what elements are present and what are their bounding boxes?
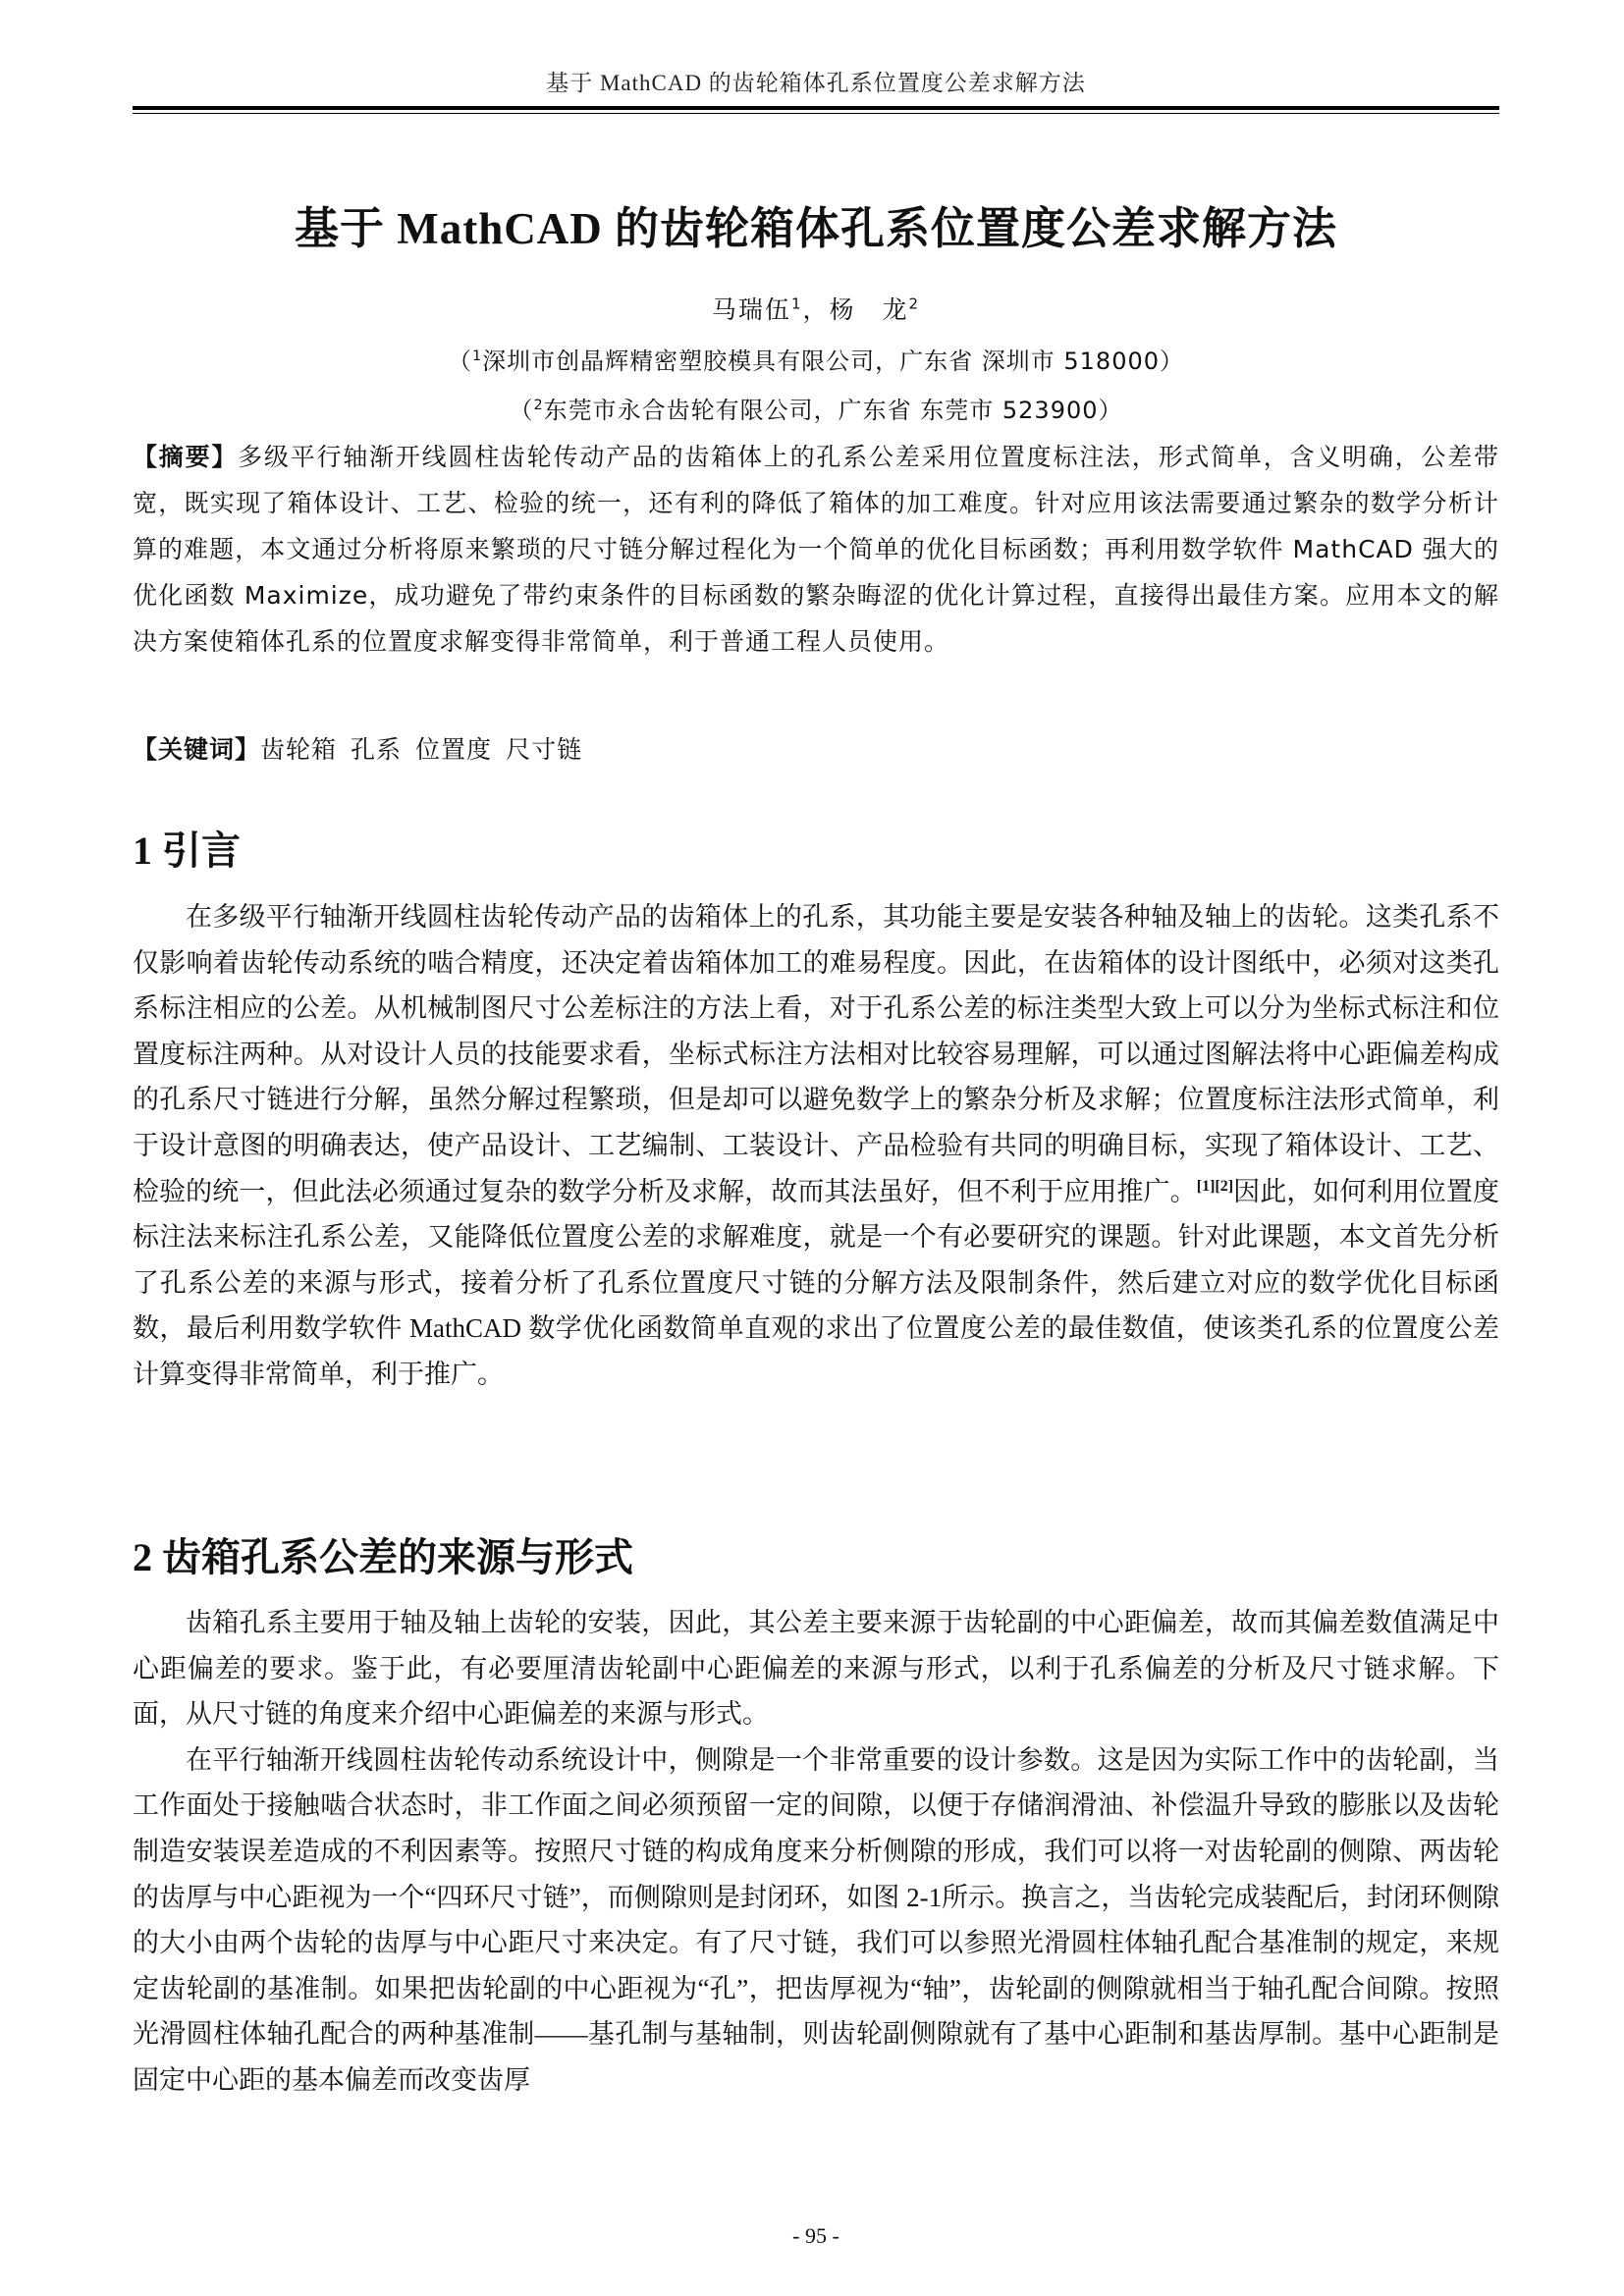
- keyword: 齿轮箱: [260, 735, 338, 764]
- author-line: [133, 291, 1499, 326]
- author-separator: ，: [802, 295, 830, 324]
- page-number: - 95 -: [792, 2223, 839, 2248]
- section-2-heading: 2 齿箱孔系公差的来源与形式: [133, 1535, 633, 1579]
- affiliation-1: [133, 342, 1499, 376]
- paragraph-text: 在多级平行轴渐开线圆柱齿轮传动产品的齿箱体上的孔系，其功能主要是安装各种轴及轴上的齿轮。这类孔系不仅影响着齿轮传动系统的啮合精度，还决定着齿箱体加工的难易程度。因此，在齿箱体的设计图纸中，必须对这类孔系标注相应的公差。从机械制图尺寸公差标注的方法上看，对于孔系公差的标注类型大致上可以分为坐标式标注和位置度标注两种。从对设计人员的技能要求看，坐标式标注方法相对比较容易理解，可以通过图解法将中心距偏差构成的孔系尺寸链进行分解，虽然分解过程繁琐，但是却可以避免数学上的繁杂分析及求解；位置度标注法形式简单，利于设计意图的明确表达，使产品设计、工艺编制、工装设计、产品检验有共同的明确目标，实现了箱体设计、工艺、检验的统一，但此法必须通过复杂的数学分析及求解，故而其法虽好，但不利于应用推广。: [133, 902, 1499, 1206]
- keywords: [133, 726, 1499, 773]
- section-2-paragraph-1: 齿箱孔系主要用于轴及轴上齿轮的安装，因此，其公差主要来源于齿轮副的中心距偏差，故而其偏差数值满足中心距偏差的要求。鉴于此，有必要厘清齿轮副中心距偏差的来源与形式，以利于孔系偏差的分析及尺寸链求解。下面，从尺寸链的角度来介绍中心距偏差的来源与形式。: [133, 1608, 1499, 1730]
- keyword: 位置度: [415, 735, 493, 764]
- author-2: 杨 龙: [829, 295, 909, 324]
- affiliation-1-paren: （: [447, 347, 472, 375]
- affiliation-1-text: 深圳市创晶辉精密塑胶模具有限公司，广东省 深圳市 518000）: [482, 347, 1185, 375]
- affiliation-2: [133, 391, 1499, 425]
- paragraph-text: 因此，如何利用位置度标注法来标注孔系公差，又能降低位置度公差的求解难度，就是一个有必要研究的课题。针对此课题，本文首先分析了孔系公差的来源与形式，接着分析了孔系位置度尺寸链的分解方法及限制条件，然后建立对应的数学优化目标函数，最后利用数学软件 MathCAD 数学优化函数简单直观的求出了位置度公差的最佳数值，使该类孔系的位置度公差计算变得非常简单，利于推广。: [133, 1176, 1499, 1389]
- author-2-affiliation-mark: 2: [908, 294, 921, 313]
- section-1-body: [133, 894, 1499, 1398]
- abstract: [133, 434, 1499, 665]
- affiliation-2-mark: 2: [533, 398, 544, 413]
- affiliation-2-paren: （: [509, 397, 534, 424]
- section-1-heading: 1 引言: [133, 828, 241, 873]
- section-2-body: [133, 1600, 1499, 2104]
- author-1: 马瑞伍: [711, 295, 791, 324]
- keyword: 尺寸链: [506, 735, 583, 764]
- keywords-label: 【关键词】: [133, 735, 261, 764]
- section-2-paragraph-2: 在平行轴渐开线圆柱齿轮传动系统设计中，侧隙是一个非常重要的设计参数。这是因为实际工作中的齿轮副，当工作面处于接触啮合状态时，非工作面之间必须预留一定的间隙，以便于存储润滑油、补偿温升导致的膨胀以及齿轮制造安装误差造成的不利因素等。按照尺寸链的构成角度来分析侧隙的形成，我们可以将一对齿轮副的侧隙、两齿轮的齿厚与中心距视为一个“四环尺寸链”，而侧隙则是封闭环，如图 2-1所示。换言之，当齿轮完成装配后，封闭环侧隙的大小由两个齿轮的齿厚与中心距尺寸来决定。有了尺寸链，我们可以参照光滑圆柱体轴孔配合基准制的规定，来规定齿轮副的基准制。如果把齿轮副的中心距视为“孔”，把齿厚视为“轴”，齿轮副的侧隙就相当于轴孔配合间隙。按照光滑圆柱体轴孔配合的两种基准制——基孔制与基轴制，则齿轮副侧隙就有了基中心距制和基齿厚制。基中心距制是固定中心距的基本偏差而改变齿厚: [133, 1744, 1499, 2095]
- affiliation-2-text: 东莞市永合齿轮有限公司，广东省 东莞市 523900）: [543, 397, 1123, 424]
- abstract-text: 多级平行轴渐开线圆柱齿轮传动产品的齿箱体上的孔系公差采用位置度标注法，形式简单，含义明确，公差带宽，既实现了箱体设计、工艺、检验的统一，还有利的降低了箱体的加工难度。针对应用该法需要通过繁杂的数学分析计算的难题，本文通过分析将原来繁琐的尺寸链分解过程化为一个简单的优化目标函数；再利用数学软件 MathCAD 强大的优化函数 Maximize，成功避免了带约束条件的目标函数的繁杂晦涩的优化计算过程，直接得出最佳方案。应用本文的解决方案使箱体孔系的位置度求解变得非常简单，利于普通工程人员使用。: [133, 443, 1499, 656]
- affiliation-1-mark: 1: [471, 348, 483, 364]
- section-1-paragraph: [133, 894, 1499, 1398]
- author-1-affiliation-mark: 1: [790, 294, 803, 313]
- header-rule-thin: [133, 113, 1499, 114]
- header-rule-thick: [133, 106, 1499, 110]
- paper-title: 基于 MathCAD 的齿轮箱体孔系位置度公差求解方法: [295, 204, 1337, 253]
- keyword: 孔系: [351, 735, 403, 764]
- running-header: 基于 MathCAD 的齿轮箱体孔系位置度公差求解方法: [546, 71, 1086, 95]
- abstract-label: 【摘要】: [133, 443, 239, 471]
- citation-mark: [1][2]: [1196, 1177, 1234, 1195]
